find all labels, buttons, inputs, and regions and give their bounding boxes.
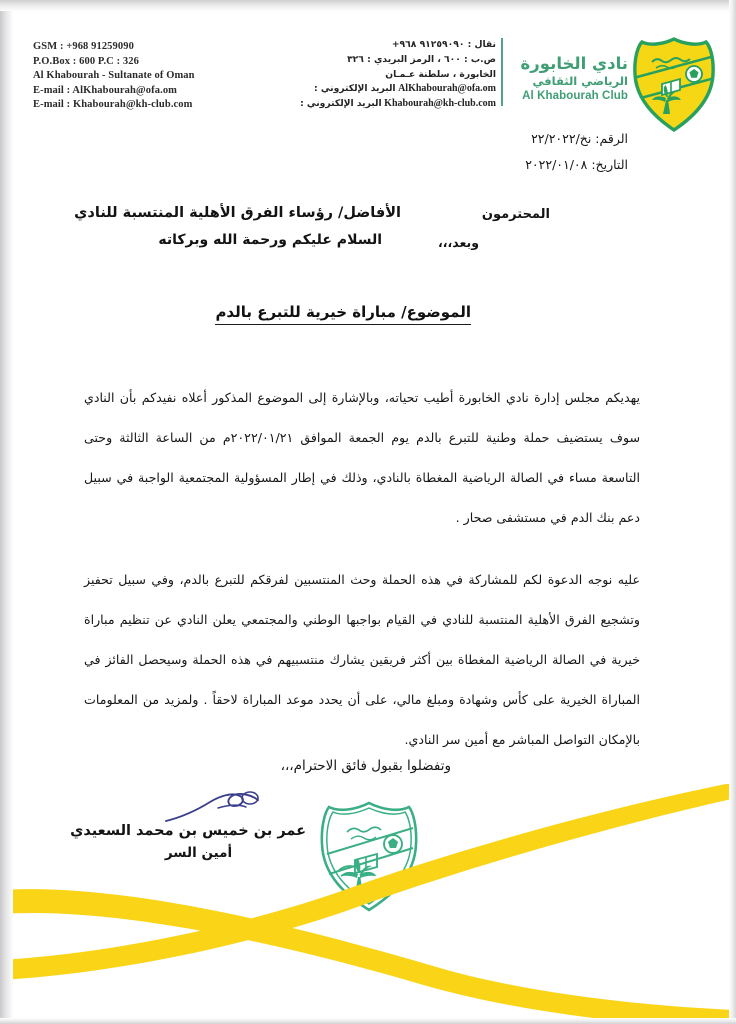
contact-pobox: P.O.Box : 600 P.C : 326 xyxy=(33,55,139,67)
email-label-2: البريد الإلكتروني : xyxy=(300,98,382,110)
letterhead xyxy=(0,30,736,120)
addressee-respect: المحترمون xyxy=(481,207,550,222)
contact-mobile-ar: نقال : ٩١٢٥٩٠٩٠ ٩٦٨+ xyxy=(391,39,496,50)
contact-email-2: E-mail : Khabourah@kh-club.com xyxy=(33,99,193,111)
footer-decoration xyxy=(0,784,736,1024)
addressee-block xyxy=(0,205,736,275)
reference-number: الرقم: نخ/٢٢/٢٠٢٢ xyxy=(531,131,628,146)
greeting-line: السلام عليكم ورحمة الله وبركاته xyxy=(158,232,382,248)
reference-date: التاريخ: ٢٠٢٢/٠١/٠٨ xyxy=(525,157,628,172)
club-name-english: Al Khabourah Club xyxy=(522,90,628,102)
contact-gsm: GSM : +968 91259090 xyxy=(33,41,134,52)
email-label-1: البريد الإلكتروني : xyxy=(313,83,396,95)
contact-email-ar-2 xyxy=(300,97,496,112)
addressee-main: الأفاضل/ رؤساء الفرق الأهلية المنتسبة للنادي xyxy=(74,205,401,221)
contact-block-arabic xyxy=(300,38,496,112)
after-greeting: وبعد،،، xyxy=(438,235,479,250)
contact-email-ar-1 xyxy=(300,82,496,97)
closing-line: وتفضلوا بقبول فائق الاحترام،،، xyxy=(280,758,451,774)
subject-line: الموضوع/ مباراة خيرية للتبرع بالدم xyxy=(215,303,471,325)
club-name-arabic-line2: الرياضي الثقافي xyxy=(532,74,628,88)
scan-edge-top xyxy=(0,0,736,11)
body-paragraph-2: عليه نوجه الدعوة لكم للمشاركة في هذه الحملة وحث المنتسبين لفرقكم للتبرع بالدم، وفي سبيل تحفيز وتشجيع الفرق الأهلية المنتسبة للنادي في القيام بواجبها الوطني والمجتمعي يعلن النادي عن تنظيم مباراة خيرية في الصالة الرياضية المغطاة بين أكثر فريقين يشارك منتسبيهم في هذه الحملة وسيحصل الفائز في المباراة الخيرية على كأس وشهادة ومبلغ مالي، على أن يحدد موعد المباراة لاحقاً . ولمزيد من المعلومات بالإمكان التواصل المباشر مع أمين سر النادي. xyxy=(84,572,640,747)
letter-body xyxy=(84,378,640,782)
contact-address: Al Khabourah - Sultanate of Oman xyxy=(33,70,195,82)
header-vertical-divider xyxy=(501,38,504,106)
contact-email-1: E-mail : AlKhabourah@ofa.om xyxy=(33,84,178,96)
club-name-block xyxy=(521,54,628,103)
club-name-arabic-line1: نادي الخابورة xyxy=(520,54,628,73)
contact-block-english xyxy=(33,40,195,113)
club-logo-icon xyxy=(630,36,718,132)
body-paragraph-1: يهديكم مجلس إدارة نادي الخابورة أطيب تحياته، وبالإشارة إلى الموضوع المذكور أعلاه نفيدكم بأن النادي سوف يستضيف حملة وطنية للتبرع بالدم يوم الجمعة الموافق ٢٠٢٢/٠١/٢١م من الساعة الثالثة وحتى التاسعة مساء في الصالة الرياضية المغطاة بالنادي، وذلك في إطار المسؤولية المجتمعية الواجبة في سبيل دعم بنك الدم في مستشفى صحار . xyxy=(84,390,641,525)
email-value-1: AlKhabourah@ofa.om xyxy=(398,83,496,95)
contact-address-ar: الخابورة ، سلطنة عـمـان xyxy=(385,68,496,80)
signatory-name: عمر بن خميس بن محمد السعيدي xyxy=(70,823,306,839)
contact-pobox-ar: ص.ب : ٦٠٠ ، الرمز البريدي : ٣٢٦ xyxy=(347,53,496,65)
reference-block xyxy=(525,126,628,178)
email-value-2: Khabourah@kh-club.com xyxy=(384,98,496,110)
signatory-title: أمين السر xyxy=(164,845,233,861)
